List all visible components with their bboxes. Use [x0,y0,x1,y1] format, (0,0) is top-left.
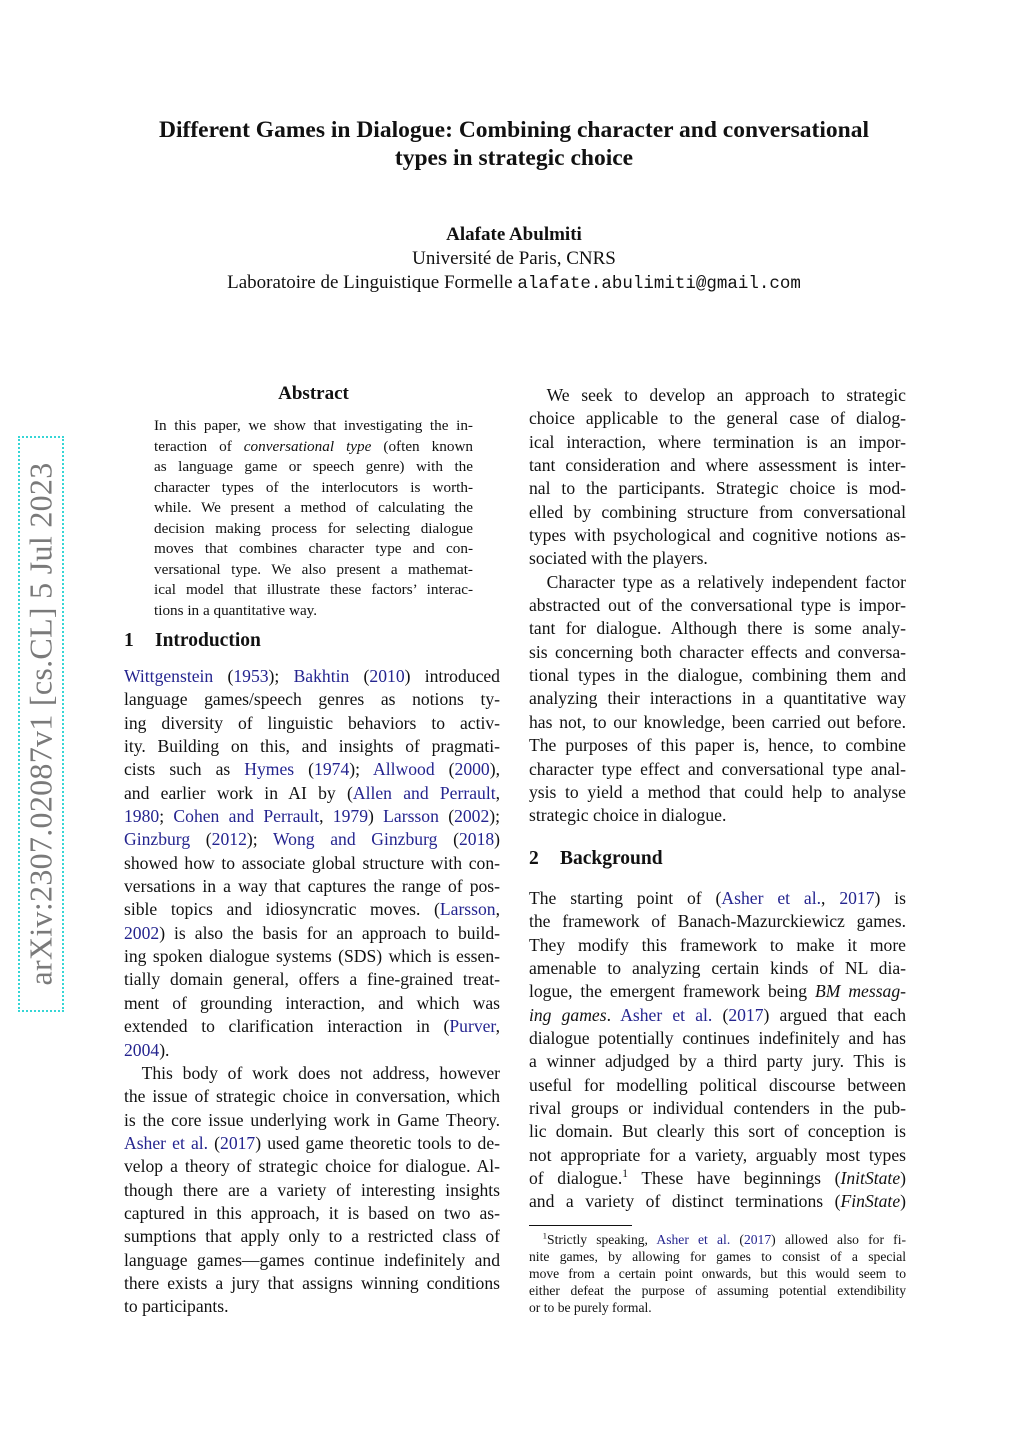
text-line [529,1231,906,1248]
text-line [529,758,906,781]
paper-title [100,117,928,172]
text-line [529,687,906,710]
text-run: has not, to our knowledge, been carried out before. [529,711,906,732]
citation-link[interactable]: 2012 [211,829,247,850]
citation-link[interactable]: Allwood [373,759,435,780]
author-email[interactable]: alafate.abulimiti@gmail.com [517,274,801,294]
text-run: nal to the participants. Strategic choice is mod- [529,478,906,499]
text-run: cists such as [124,759,245,780]
text-run: a winner adjudged by a third party jury. This is [529,1051,906,1072]
text-run: ing spoken dialogue systems (SDS) which is essen- [124,946,500,967]
right-column-background-body [529,887,906,1214]
citation-link[interactable]: Asher et al. [656,1232,731,1247]
citation-link[interactable]: 2017 [728,1004,764,1025]
text-run: sis concerning both character effects and conversa- [529,641,906,662]
text-run: ity. Building on this, and insights of pragmati- [124,736,500,757]
text-run: The starting point of ( [529,888,722,908]
text-line [529,1050,906,1073]
text-run: ); [246,829,273,850]
text-line [124,1202,500,1225]
text-line [529,547,906,570]
text-line [124,1039,500,1062]
text-line [124,688,500,711]
citation-link[interactable]: 1980 [124,806,160,827]
text-run: They modify this framework to make it more [529,934,906,955]
text-run: We seek to develop an approach to strategic [529,385,906,405]
text-run: the issue of strategic choice in conversation, which [124,1086,500,1107]
text-run: to participants. [124,1296,229,1317]
text-run: is the core issue underlying work in Game Theory. [124,1109,500,1130]
text-line [124,852,500,875]
citation-link[interactable]: Larsson [439,899,496,920]
text-line [154,478,473,499]
citation-link[interactable]: 1979 [332,806,368,827]
text-run: ; [159,806,174,827]
text-run: These have beginnings ( [628,1168,841,1189]
text-line [529,1282,906,1299]
footnote [529,1231,906,1316]
text-run: rival groups or individual contenders in the pub- [529,1098,906,1119]
text-run: ( [438,806,455,827]
text-run: ); [489,806,500,827]
text-line [529,524,906,547]
text-run: moves that combines character type and con- [154,540,473,558]
text-run: The purposes of this paper is, hence, to combine [529,735,906,756]
text-run: move from a certain point onwards, but this would seem to [529,1266,906,1281]
text-run: and earlier work in AI by ( [124,782,353,803]
text-run: sumptions that apply only to a restricted class of [124,1226,500,1247]
text-line [529,1097,906,1120]
author-affiliation-1: Université de Paris, CNRS [412,248,616,269]
text-run: ( [434,759,455,780]
text-run: choice applicable to the general case of dialog- [529,408,906,429]
text-run: ) allowed also for fi- [771,1232,907,1247]
text-line [154,498,473,519]
text-line [124,1109,500,1132]
affiliation-lab: Laboratoire de Linguistique Formelle [227,272,513,293]
text-run: character type effect and conversational type anal- [529,758,906,779]
text-run: ) [367,806,384,827]
text-line [529,957,906,980]
text-run: ) is [874,888,906,908]
abstract-body [154,416,473,621]
text-run: strategic choice in dialogue. [529,805,727,826]
text-line [124,1249,500,1272]
text-line [154,457,473,478]
italic-text: ing games [529,1004,607,1025]
text-line [124,1155,500,1178]
arxiv-identifier-stamp [18,436,64,1012]
text-run: teraction of [154,437,244,455]
citation-link[interactable]: Bakhtin [293,666,350,686]
text-run: ). [159,1039,170,1060]
text-line [154,437,473,458]
right-column-intro-body [529,384,906,828]
text-line [124,782,500,805]
citation-link[interactable]: Larsson [383,806,439,827]
text-run: ( [712,1004,729,1025]
text-line [154,519,473,540]
text-run: and a variety of distinct terminations ( [529,1191,841,1212]
text-run: while. We present a method of calculating the [154,499,473,517]
citation-link[interactable]: 2010 [369,666,405,686]
footnote-rule [529,1225,632,1226]
text-run: tions in a quantitative way. [154,601,318,619]
text-line [154,539,473,560]
text-line [529,887,906,910]
text-run: In this paper, we show that investigating the in- [154,417,473,434]
text-line [124,828,500,851]
text-run: ical interaction, where termination is an impor- [529,431,906,452]
text-run: logue, the emergent framework being [529,981,816,1002]
text-run: ( [213,666,234,686]
citation-link[interactable]: Asher et al. [620,1004,713,1025]
citation-link[interactable]: 2017 [743,1232,772,1247]
text-line [154,601,473,622]
section-title: Introduction [155,630,261,651]
text-line [124,735,500,758]
text-run: as language game or speech genre) with the [154,458,473,476]
text-line [529,571,906,594]
text-run: abstracted out of the conversational type is impor- [529,595,906,616]
text-run: ) argued that each [763,1004,906,1025]
text-run: decision making process for selecting dialogue [154,519,473,537]
text-line [529,431,906,454]
text-run: ) introduced [404,666,500,686]
text-run: ( [437,829,459,850]
citation-link[interactable]: 1974 [314,759,350,780]
text-run: . [606,1004,621,1025]
abstract-heading: Abstract [278,383,349,404]
text-line [124,805,500,828]
text-line [529,1004,906,1027]
text-line [124,1062,500,1085]
footnote-marker[interactable]: 1 [622,1168,628,1181]
text-run: ); [349,759,374,780]
text-line [529,1190,906,1213]
text-line [529,664,906,687]
text-run: types with psychological and cognitive notions as- [529,525,906,546]
text-line [529,1299,906,1316]
text-run: the framework of Banach-Mazurckiewicz games. [529,911,906,932]
citation-link[interactable]: 1953 [233,666,269,686]
text-run: ) is also the basis for an approach to build- [159,922,500,943]
text-run: (often known [371,437,473,455]
text-run: ( [730,1232,744,1247]
text-run: tially domain general, offers a fine-grained treat- [124,969,500,990]
citation-link[interactable]: 2004 [124,1039,160,1060]
text-line [529,384,906,407]
text-run: language games—games continue indefinitely and [124,1249,500,1270]
text-run: versations in a way that captures the range of pos- [124,876,500,897]
text-run: there exists a jury that assigns winning conditions [124,1272,500,1293]
text-run: , [495,899,500,920]
citation-link[interactable]: Ginzburg [124,829,191,850]
text-line [529,711,906,734]
text-run: of dialogue. [529,1168,623,1189]
text-line [529,934,906,957]
text-line [529,1248,906,1265]
text-line [124,1085,500,1108]
italic-text: FinState [840,1191,901,1212]
section-number: 1 [124,630,134,651]
text-run: though there are a variety of interesting insights [124,1179,500,1200]
text-line [529,1074,906,1097]
text-line [529,594,906,617]
text-run: ( [208,1132,221,1153]
text-line [529,980,906,1003]
text-line [124,1015,500,1038]
text-run: ( [349,666,370,686]
text-run: ), [489,759,500,780]
citation-link[interactable]: Asher et al. [124,1132,209,1153]
text-line [124,922,500,945]
text-line [124,1225,500,1248]
section-number: 2 [529,848,539,869]
text-run [529,1232,543,1247]
text-run: dialogue potentially continues indefinitely and has [529,1028,906,1049]
text-line [154,560,473,581]
arxiv-id-text: arXiv:2307.02087v1 [cs.CL] 5 Jul 2023 [22,462,59,986]
citation-link[interactable]: Wong and Ginzburg [272,829,438,850]
text-run: ( [190,829,212,850]
text-line [529,1027,906,1050]
text-line [154,416,473,437]
text-run: ( [294,759,315,780]
text-run: ); [268,666,294,686]
text-run: useful for modelling political discourse between [529,1074,906,1095]
text-line [529,1120,906,1143]
citation-link[interactable]: Wittgenstein [124,666,214,686]
italic-text: BM messag- [815,981,907,1002]
text-run: This body of work does not address, however [124,1062,500,1083]
text-run: or to be purely formal. [529,1300,652,1315]
author-name: Alafate Abulmiti [446,224,582,245]
text-line [529,641,906,664]
text-line [124,968,500,991]
text-run: sociated with the players. [529,548,708,569]
text-run: ical model that illustrate these factors’ interac- [154,581,473,599]
citation-link[interactable]: 2002 [124,922,160,943]
section-title: Background [560,848,663,869]
text-line [154,580,473,601]
text-line [529,804,906,827]
citation-link[interactable]: Hymes [244,759,295,780]
text-run: ) [900,1191,906,1212]
text-line [529,501,906,524]
text-run: , [319,806,333,827]
text-line [124,712,500,735]
text-line [124,945,500,968]
text-line [529,734,906,757]
title-line-1: Different Games in Dialogue: Combining character and conversational [159,117,869,143]
text-line [529,1265,906,1282]
text-run: either defeat the purpose of assuming potential extendibility [529,1283,906,1298]
citation-link[interactable]: Purver [449,1016,496,1037]
text-run: elled by combining structure from conversational [529,501,906,522]
citation-link[interactable]: Allen and Perrault [352,782,496,803]
text-line [124,992,500,1015]
author-affiliation-2 [100,271,928,296]
footnote-marker[interactable]: 1 [542,1230,548,1241]
text-line [529,781,906,804]
text-line [124,1132,500,1155]
text-run: ing diversity of linguistic behaviors to activ- [124,712,500,733]
title-line-2: types in strategic choice [394,144,634,171]
text-line [124,875,500,898]
text-run: Character type as a relatively independent factor [529,571,906,592]
text-line [529,477,906,500]
text-run: character types of the interlocutors is worth- [154,478,473,496]
citation-link[interactable]: Asher et al. [721,888,822,908]
left-column-body [124,665,500,1319]
text-run: nite games, by allowing for games to consist of a special [529,1249,906,1264]
text-line [124,1295,500,1318]
text-run: tant consideration and where assessment is inter- [529,455,906,476]
text-run: showed how to associate global structure with con- [124,852,500,873]
text-line [124,898,500,921]
text-run: , [495,782,500,803]
text-run: amenable to analyzing certain kinds of NL dia- [529,958,906,979]
text-run: ) [900,1168,906,1189]
text-run: Strictly speaking, [547,1232,657,1247]
text-run: not appropriate for a variety, arguably most types [529,1144,906,1165]
text-line [529,407,906,430]
text-run: analyzing their interactions in a quantitative way [529,688,906,709]
text-run: sible topics and idiosyncratic moves. ( [124,899,440,920]
citation-link[interactable]: Cohen and Perrault [173,806,320,827]
section-heading-background [529,848,663,870]
text-run: tional types in the dialogue, combining them and [529,665,906,686]
text-run: , [495,1016,500,1037]
text-run: language games/speech genres as notions ty- [124,689,500,710]
text-line [124,1179,500,1202]
text-run: versational type. We also present a mathemat- [154,560,473,578]
citation-link[interactable]: 2000 [454,759,490,780]
text-line [529,1144,906,1167]
text-run: ysis to yield a method that could help to analyse [529,781,906,802]
text-line [529,617,906,640]
citation-link[interactable]: 2017 [220,1132,256,1153]
italic-text: InitState [840,1168,901,1189]
citation-link[interactable]: 2018 [458,829,495,850]
text-run: velop a theory of strategic choice for dialogue. Al- [124,1156,500,1177]
text-run: ) [494,829,501,850]
text-run: captured in this approach, it is based on two as- [124,1202,500,1223]
text-line [529,910,906,933]
italic-text: conversational type [243,437,372,455]
text-run: ) used game theoretic tools to de- [255,1132,501,1153]
citation-link[interactable]: 2017 [839,888,875,908]
text-run: lic domain. But clearly this sort of conception is [529,1121,906,1142]
text-line [124,1272,500,1295]
text-run: extended to clarification interaction in ( [124,1016,450,1037]
text-run: ment of grounding interaction, and which was [124,992,500,1013]
text-line [124,758,500,781]
text-line [124,665,500,688]
citation-link[interactable]: 2002 [454,806,490,827]
section-heading-introduction [124,630,261,652]
text-run: tant for dialogue. Although there is some analy- [529,618,906,639]
text-line [529,454,906,477]
text-line [529,1167,906,1190]
text-run: , [821,888,840,908]
